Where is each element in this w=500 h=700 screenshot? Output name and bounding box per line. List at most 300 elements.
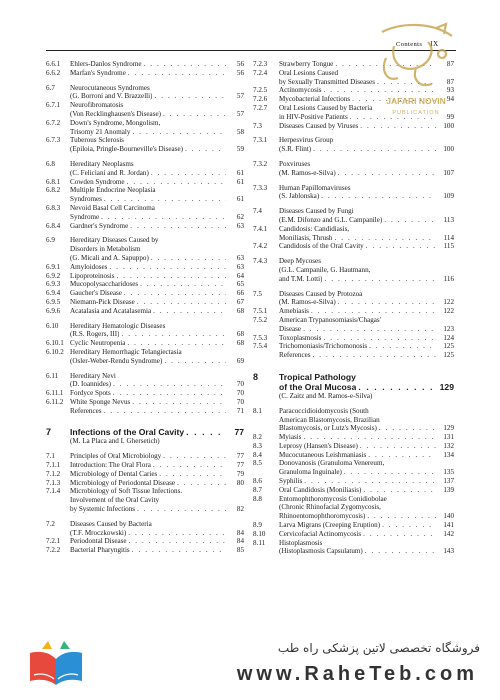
dot-leader — [304, 477, 436, 486]
dot-leader — [163, 110, 226, 119]
page-ref: 143 — [443, 547, 454, 556]
section-number: 6.7.3 — [46, 136, 61, 145]
dot-leader — [321, 192, 436, 201]
running-header — [396, 40, 439, 48]
entry-title-line: Entomophthoromycosis Conidiobolae — [279, 494, 387, 503]
page-ref: 107 — [443, 168, 454, 177]
toc-entry[interactable] — [46, 69, 244, 78]
page-ref: 56 — [236, 68, 244, 77]
toc-entry[interactable] — [46, 339, 244, 348]
section-number: 7.3.1 — [253, 136, 268, 145]
section-number: 6.9.6 — [46, 306, 61, 315]
dot-leader — [144, 60, 226, 69]
toc-entry[interactable] — [46, 280, 244, 289]
section-number: 6.9 — [46, 236, 55, 245]
entry-title-line: Mucopolysaccharidoses — [70, 280, 139, 289]
section-number: 8.6 — [253, 477, 262, 486]
section-number: 6.11 — [46, 371, 59, 380]
entry-title-line: Nevoid Basal Cell Carcinoma — [70, 203, 155, 212]
toc-entry[interactable] — [46, 289, 244, 298]
section-number: 7.4.2 — [253, 242, 268, 251]
entry-title-line: Amebiasis — [279, 307, 309, 316]
toc-entry[interactable] — [46, 407, 244, 416]
entry-title-line: American Trypanosomiasis/Chagas' — [279, 315, 381, 324]
section-number: 6.7.1 — [46, 101, 61, 110]
toc-entry[interactable] — [46, 470, 244, 479]
entry-title-line: (C. Feliciani and R. Jordan) — [70, 168, 149, 177]
dot-leader — [124, 289, 226, 298]
entry-title-line: Moniliasis, Thrush — [279, 233, 333, 242]
page-ref: 69 — [236, 356, 244, 365]
toc-entry[interactable] — [46, 452, 244, 461]
section-number: 7.4.3 — [253, 257, 268, 266]
toc-entry[interactable] — [253, 69, 454, 87]
page-ref: 123 — [443, 324, 454, 333]
entry-title-line: Oral Lesions Caused — [279, 68, 339, 77]
dot-leader — [151, 169, 226, 178]
page-ref: 56 — [236, 60, 244, 68]
section-number: 7.2.3 — [253, 60, 268, 68]
toc-entry[interactable] — [253, 207, 454, 225]
entry-title-line: Rhinoentomophthoromycosis) — [279, 512, 366, 521]
dot-leader — [363, 486, 436, 495]
toc-entry[interactable] — [46, 546, 244, 555]
page-ref: 129 — [439, 381, 454, 392]
dot-leader — [369, 342, 436, 351]
section-number: 6.7.2 — [46, 118, 61, 127]
toc-entry[interactable] — [253, 477, 454, 486]
entry-title-line: Neurofibromatosis — [70, 101, 124, 110]
toc-entry[interactable] — [46, 222, 244, 231]
page-ref: 109 — [443, 192, 454, 201]
entry-title-line: Poxviruses — [279, 159, 311, 168]
header-label: Contents — [396, 41, 423, 48]
dot-leader — [338, 298, 436, 307]
entry-title-line: Gaucher's Disease — [70, 289, 122, 298]
entry-title-line: Microbiology of Periodontal Disease — [70, 478, 176, 487]
toc-entry[interactable] — [253, 160, 454, 178]
section-number: 6.6.2 — [46, 68, 61, 77]
entry-title-line: Candidosis: Candidiasis, — [279, 224, 350, 233]
page-ref: 135 — [443, 468, 454, 477]
page-ref: 93 — [446, 86, 454, 95]
toc-entry[interactable] — [253, 433, 454, 442]
entry-title-line: Syphilis — [279, 477, 303, 486]
entry-title-line: Hereditary Diseases Caused by — [70, 236, 159, 245]
spacer — [46, 415, 244, 427]
toc-entry[interactable] — [253, 442, 454, 451]
page-ref: 87 — [446, 60, 454, 68]
dot-leader — [313, 351, 436, 360]
toc-entry[interactable] — [253, 407, 454, 433]
page-ref: 68 — [236, 330, 244, 339]
dot-leader — [153, 461, 226, 470]
toc-right-column — [253, 60, 454, 556]
dot-leader — [113, 389, 226, 398]
dot-leader — [117, 272, 226, 281]
entry-title-line: (S. Jablonska) — [279, 192, 320, 201]
toc-entry[interactable] — [46, 298, 244, 307]
section-number: 6.9.2 — [46, 271, 61, 280]
page-ref: 139 — [443, 485, 454, 494]
entry-title-line: Periodontal Disease — [70, 537, 127, 546]
toc-entry[interactable] — [253, 342, 454, 351]
toc-entry[interactable] — [253, 242, 454, 251]
section-number: 8 — [253, 371, 259, 382]
section-number: 8.11 — [253, 538, 266, 547]
toc-entry[interactable] — [46, 537, 244, 546]
entry-title-line: Mycobacterial Infections — [279, 95, 351, 104]
entry-title-line: (M. Ramos-e-Silva) — [279, 168, 336, 177]
toc-entry[interactable] — [253, 122, 454, 131]
entry-title-line: Diseases Caused by Fungi — [279, 207, 354, 216]
page-ref: 63 — [236, 262, 244, 271]
dot-leader — [154, 92, 226, 101]
toc-entry[interactable] — [253, 307, 454, 316]
dot-leader — [130, 222, 226, 231]
section-number: 8.1 — [253, 406, 262, 415]
section-number: 7.1.4 — [46, 487, 61, 496]
chapter-authors: (C. Zaitz and M. Ramos-e-Silva) — [279, 391, 373, 400]
entry-title-line: Strawberry Tongue — [279, 60, 334, 68]
dot-leader — [129, 537, 226, 546]
dot-leader — [140, 280, 226, 289]
page-ref: 122 — [443, 307, 454, 316]
page-ref: 134 — [443, 450, 454, 459]
toc-entry[interactable] — [253, 351, 454, 360]
entry-title-line: Down's Syndrome, Mongolism, — [70, 118, 161, 127]
page-ref: 114 — [443, 233, 454, 242]
page-ref: 140 — [443, 512, 454, 521]
spacer — [253, 360, 454, 372]
dot-leader — [104, 195, 226, 204]
toc-entry[interactable] — [46, 348, 244, 366]
entry-title-line: (Histoplasmosis Capsulatum) — [279, 547, 363, 556]
entry-title-line: Hereditary Hemorrhagic Telangiectasia — [70, 347, 182, 356]
page-ref: 63 — [236, 221, 244, 230]
toc-entry[interactable] — [46, 136, 244, 154]
dot-leader — [163, 452, 226, 461]
entry-title-line: Mucocutaneous Leishmaniasis — [279, 450, 367, 459]
entry-title-line: Introduction: The Oral Flora — [70, 461, 151, 470]
page-ref: 77 — [234, 427, 244, 438]
dot-leader — [101, 213, 226, 222]
dot-leader — [121, 330, 226, 339]
page-ref: 68 — [236, 306, 244, 315]
entry-title-line: Hereditary Hematologic Diseases — [70, 321, 166, 330]
page-ref: 67 — [236, 297, 244, 306]
page-ref: 141 — [443, 521, 454, 530]
entry-title-line: Diseases Caused by Protozoa — [279, 289, 363, 298]
dot-leader — [151, 254, 226, 263]
section-number: 7.4.1 — [253, 224, 268, 233]
entry-title-line: Histoplasmosis — [279, 538, 323, 547]
toc-entry[interactable] — [253, 136, 454, 154]
entry-title-line: Cyclic Neutropenia — [70, 339, 126, 348]
section-number: 7.1.2 — [46, 469, 61, 478]
toc-entry[interactable] — [253, 104, 454, 122]
dot-leader — [338, 169, 436, 178]
page-ref: 84 — [236, 528, 244, 537]
page-ref: 116 — [443, 274, 454, 283]
page-ref: 66 — [236, 289, 244, 298]
entry-title-line: in HIV-Positive Patients — [279, 112, 348, 121]
toc-entry[interactable] — [46, 178, 244, 187]
toc-entry[interactable] — [253, 225, 454, 243]
toc-entry[interactable] — [46, 204, 244, 222]
dot-leader — [360, 122, 436, 131]
entry-title-line: Disorders in Metabolism — [70, 245, 141, 254]
dot-leader — [177, 479, 226, 488]
dot-leader — [382, 521, 436, 530]
page-ref: 61 — [236, 168, 244, 177]
entry-title-line: of the Oral Mucosa — [279, 381, 357, 392]
dot-leader — [113, 380, 226, 389]
page-ref: 57 — [236, 109, 244, 118]
dot-leader — [303, 325, 436, 334]
entry-title-line: Cervicofacial Actinomycosis — [279, 529, 362, 538]
section-number: 7.1.1 — [46, 461, 61, 470]
page-ref: 122 — [443, 298, 454, 307]
entry-title-line: Amyloidoses — [70, 262, 108, 271]
section-number: 6.9.3 — [46, 280, 61, 289]
entry-title-line: Gardner's Syndrome — [70, 221, 129, 230]
dot-leader — [323, 334, 436, 343]
entry-title-line: by Sexually Transmitted Diseases — [279, 77, 375, 86]
entry-title-line: (Osler-Weber-Rendu Syndrome) — [70, 356, 163, 365]
page-ref: 84 — [236, 537, 244, 546]
entry-title-line: Donovanosis (Granuloma Venereum, — [279, 459, 385, 468]
entry-title-line: Involvement of the Oral Cavity — [70, 496, 160, 505]
entry-title-line: White Sponge Nevus — [70, 397, 131, 406]
toc-entry[interactable] — [46, 186, 244, 204]
page-ref: 77 — [236, 461, 244, 470]
page-ref: 99 — [446, 112, 454, 121]
dot-leader — [324, 275, 436, 284]
toc-entry[interactable] — [253, 539, 454, 557]
toc-entry[interactable] — [253, 290, 454, 308]
entry-title-line: Lipoproteinosis — [70, 271, 115, 280]
entry-title-line: and T.M. Lotti) — [279, 274, 323, 283]
toc-entry[interactable] — [253, 257, 454, 283]
page-ref: 115 — [443, 242, 454, 251]
section-number: 6.11.1 — [46, 389, 64, 398]
entry-title-line: Candidosis of the Oral Cavity — [279, 242, 364, 251]
entry-title-line: Syndromes — [70, 195, 102, 204]
section-number: 7.5.2 — [253, 315, 268, 324]
section-number: 6.8.3 — [46, 203, 61, 212]
watermark-sub: PUBLICATION — [392, 110, 440, 116]
toc-entry[interactable] — [46, 322, 244, 340]
dot-leader — [137, 505, 226, 514]
entry-title-line: Diseases Caused by Bacteria — [70, 519, 152, 528]
entry-title-line: Niemann-Pick Disease — [70, 297, 135, 306]
toc-chapter-entry[interactable] — [46, 427, 244, 437]
entry-title-line: Syndrome — [70, 212, 100, 221]
section-number: 7.2.5 — [253, 86, 268, 95]
page-ref: 77 — [236, 452, 244, 461]
store-website-link[interactable]: www.RaheTeb.com — [236, 663, 478, 685]
section-number: 7.5 — [253, 289, 262, 298]
section-number: 8.3 — [253, 441, 262, 450]
dot-leader — [358, 382, 436, 392]
section-number: 6.6.1 — [46, 60, 61, 68]
section-number: 8.8 — [253, 494, 262, 503]
dot-leader — [127, 339, 226, 348]
entry-title-line: Diseases Caused by Viruses — [279, 121, 359, 130]
section-number: 8.2 — [253, 433, 262, 442]
toc-entry[interactable] — [253, 459, 454, 477]
store-title-persian: فروشگاه تخصصی لاتین پزشکی راه طب — [277, 641, 480, 655]
entry-title-line: (T.F. Mroczkowski) — [70, 528, 127, 537]
footer-banner — [0, 633, 500, 700]
toc-entry[interactable] — [46, 520, 244, 538]
section-number: 8.10 — [253, 529, 266, 538]
dot-leader — [164, 357, 226, 366]
toc-entry[interactable] — [253, 60, 454, 69]
entry-title-line: References — [70, 406, 102, 415]
page-ref: 85 — [236, 546, 244, 555]
dot-leader — [377, 78, 436, 87]
section-number: 7.4 — [253, 207, 262, 216]
dot-leader — [128, 69, 226, 78]
toc-entry[interactable] — [253, 486, 454, 495]
section-number: 6.9.5 — [46, 297, 61, 306]
entry-title-line: Leprosy (Hansen's Disease) — [279, 441, 358, 450]
entry-title-line: Cowden Syndrome — [70, 177, 125, 186]
page-ref: 100 — [443, 145, 454, 154]
dot-leader — [104, 407, 226, 416]
section-number: 7.3 — [253, 121, 262, 130]
toc-entry[interactable] — [46, 160, 244, 178]
dot-leader — [352, 95, 436, 104]
toc-entry[interactable] — [253, 95, 454, 104]
dot-leader — [379, 424, 436, 433]
entry-title-line: Myiasis — [279, 433, 302, 442]
dot-leader — [365, 547, 436, 556]
page-ref: 125 — [443, 351, 454, 360]
toc-entry[interactable] — [46, 263, 244, 272]
dot-leader — [132, 398, 226, 407]
section-number: 6.8.1 — [46, 177, 61, 186]
entry-title-line: Actinomycosis — [279, 86, 322, 95]
entry-title-line: Oral Lesions Caused by Bacteria — [279, 103, 373, 112]
entry-title-line: Acatalasia and Acatalasemia — [70, 306, 152, 315]
toc-entry[interactable] — [46, 101, 244, 119]
dot-leader — [363, 530, 436, 539]
page-ref: 79 — [236, 469, 244, 478]
page-number: IX — [430, 40, 439, 48]
toc-entry[interactable] — [46, 236, 244, 262]
entry-title-line: (R.S. Rogers, III) — [70, 330, 120, 339]
entry-title-line: Bacterial Pharyngitis — [70, 546, 130, 555]
section-number: 8.4 — [253, 450, 262, 459]
page-ref: 59 — [236, 145, 244, 154]
section-number: 6.9.1 — [46, 262, 61, 271]
dot-leader — [335, 60, 436, 69]
entry-title-line: Infections of the Oral Cavity — [70, 427, 185, 438]
entry-title-line: (S.R. Flint) — [279, 145, 312, 154]
entry-title-line: Herpesvirus Group — [279, 136, 334, 145]
toc-chapter-entry[interactable] — [253, 372, 454, 392]
entry-title-line: Oral Candidosis (Moniliasis) — [279, 485, 362, 494]
toc-entry[interactable] — [46, 84, 244, 102]
toc-entry[interactable] — [253, 530, 454, 539]
dot-leader — [153, 307, 226, 316]
dot-leader — [159, 470, 226, 479]
header-rule — [46, 50, 456, 51]
toc-entry[interactable] — [46, 398, 244, 407]
dot-leader — [132, 128, 226, 137]
section-number: 6.7 — [46, 83, 55, 92]
dot-leader — [384, 216, 436, 225]
page-ref: 70 — [236, 389, 244, 398]
entry-title-line: Ehlers-Danlos Syndrome — [70, 60, 142, 68]
entry-title-line: Microbiology of Dental Caries — [70, 469, 158, 478]
page-ref: 70 — [236, 397, 244, 406]
dot-leader — [368, 451, 436, 460]
entry-title-line: Paracoccidioidomycosis (South — [279, 406, 369, 415]
toc-entry[interactable] — [253, 316, 454, 334]
toc-entry[interactable] — [46, 461, 244, 470]
toc-entry[interactable] — [46, 307, 244, 316]
dot-leader — [137, 298, 226, 307]
toc-entry[interactable] — [46, 479, 244, 488]
page-ref: 100 — [443, 121, 454, 130]
toc-entry[interactable] — [253, 495, 454, 521]
entry-title-line: (G. Borroni and V. Brazzelli) — [70, 92, 153, 101]
toc-entry[interactable] — [46, 372, 244, 390]
section-number: 8.5 — [253, 459, 262, 468]
page-ref: 87 — [446, 77, 454, 86]
page-ref: 94 — [446, 95, 454, 104]
toc-entry[interactable] — [46, 60, 244, 69]
entry-title-line: Marfan's Syndrome — [70, 68, 126, 77]
toc-entry[interactable] — [253, 451, 454, 460]
dot-leader — [366, 242, 436, 251]
section-number — [253, 351, 279, 360]
section-number: 8.7 — [253, 485, 262, 494]
entry-title-line: Granuloma Inguinale) — [279, 468, 342, 477]
section-number: 7.5.1 — [253, 307, 268, 316]
entry-title-line: Blastomycosis, or Lutz's Mycosis) — [279, 424, 377, 433]
toc-entry[interactable] — [46, 487, 244, 513]
toc-entry[interactable] — [46, 272, 244, 281]
toc-entry[interactable] — [46, 119, 244, 137]
dot-leader — [303, 433, 436, 442]
toc-entry[interactable] — [46, 389, 244, 398]
section-number: 7 — [46, 427, 52, 438]
entry-title-line: Trichomoniasis/Trichomonosis — [279, 342, 368, 351]
entry-title-line: (G. Micali and A. Sapuppo) — [70, 253, 149, 262]
section-number: 7.1.3 — [46, 478, 61, 487]
entry-title-line: Multiple Endocrine Neoplasia — [70, 186, 156, 195]
toc-left-column — [46, 60, 244, 555]
toc-entry[interactable] — [253, 334, 454, 343]
section-number: 7.5.3 — [253, 333, 268, 342]
entry-title-line: Deep Mycoses — [279, 257, 321, 266]
toc-entry[interactable] — [253, 86, 454, 95]
entry-title-line: Principles of Oral Microbiology — [70, 452, 162, 461]
toc-entry[interactable] — [253, 184, 454, 202]
dot-leader — [185, 145, 226, 154]
open-book-icon — [28, 639, 84, 689]
toc-entry[interactable] — [253, 521, 454, 530]
dot-leader — [350, 113, 436, 122]
entry-title-line: Toxoplasmosis — [279, 333, 322, 342]
entry-title-line: Trisomy 21 Anomaly — [70, 127, 131, 136]
page-ref: 129 — [443, 424, 454, 433]
